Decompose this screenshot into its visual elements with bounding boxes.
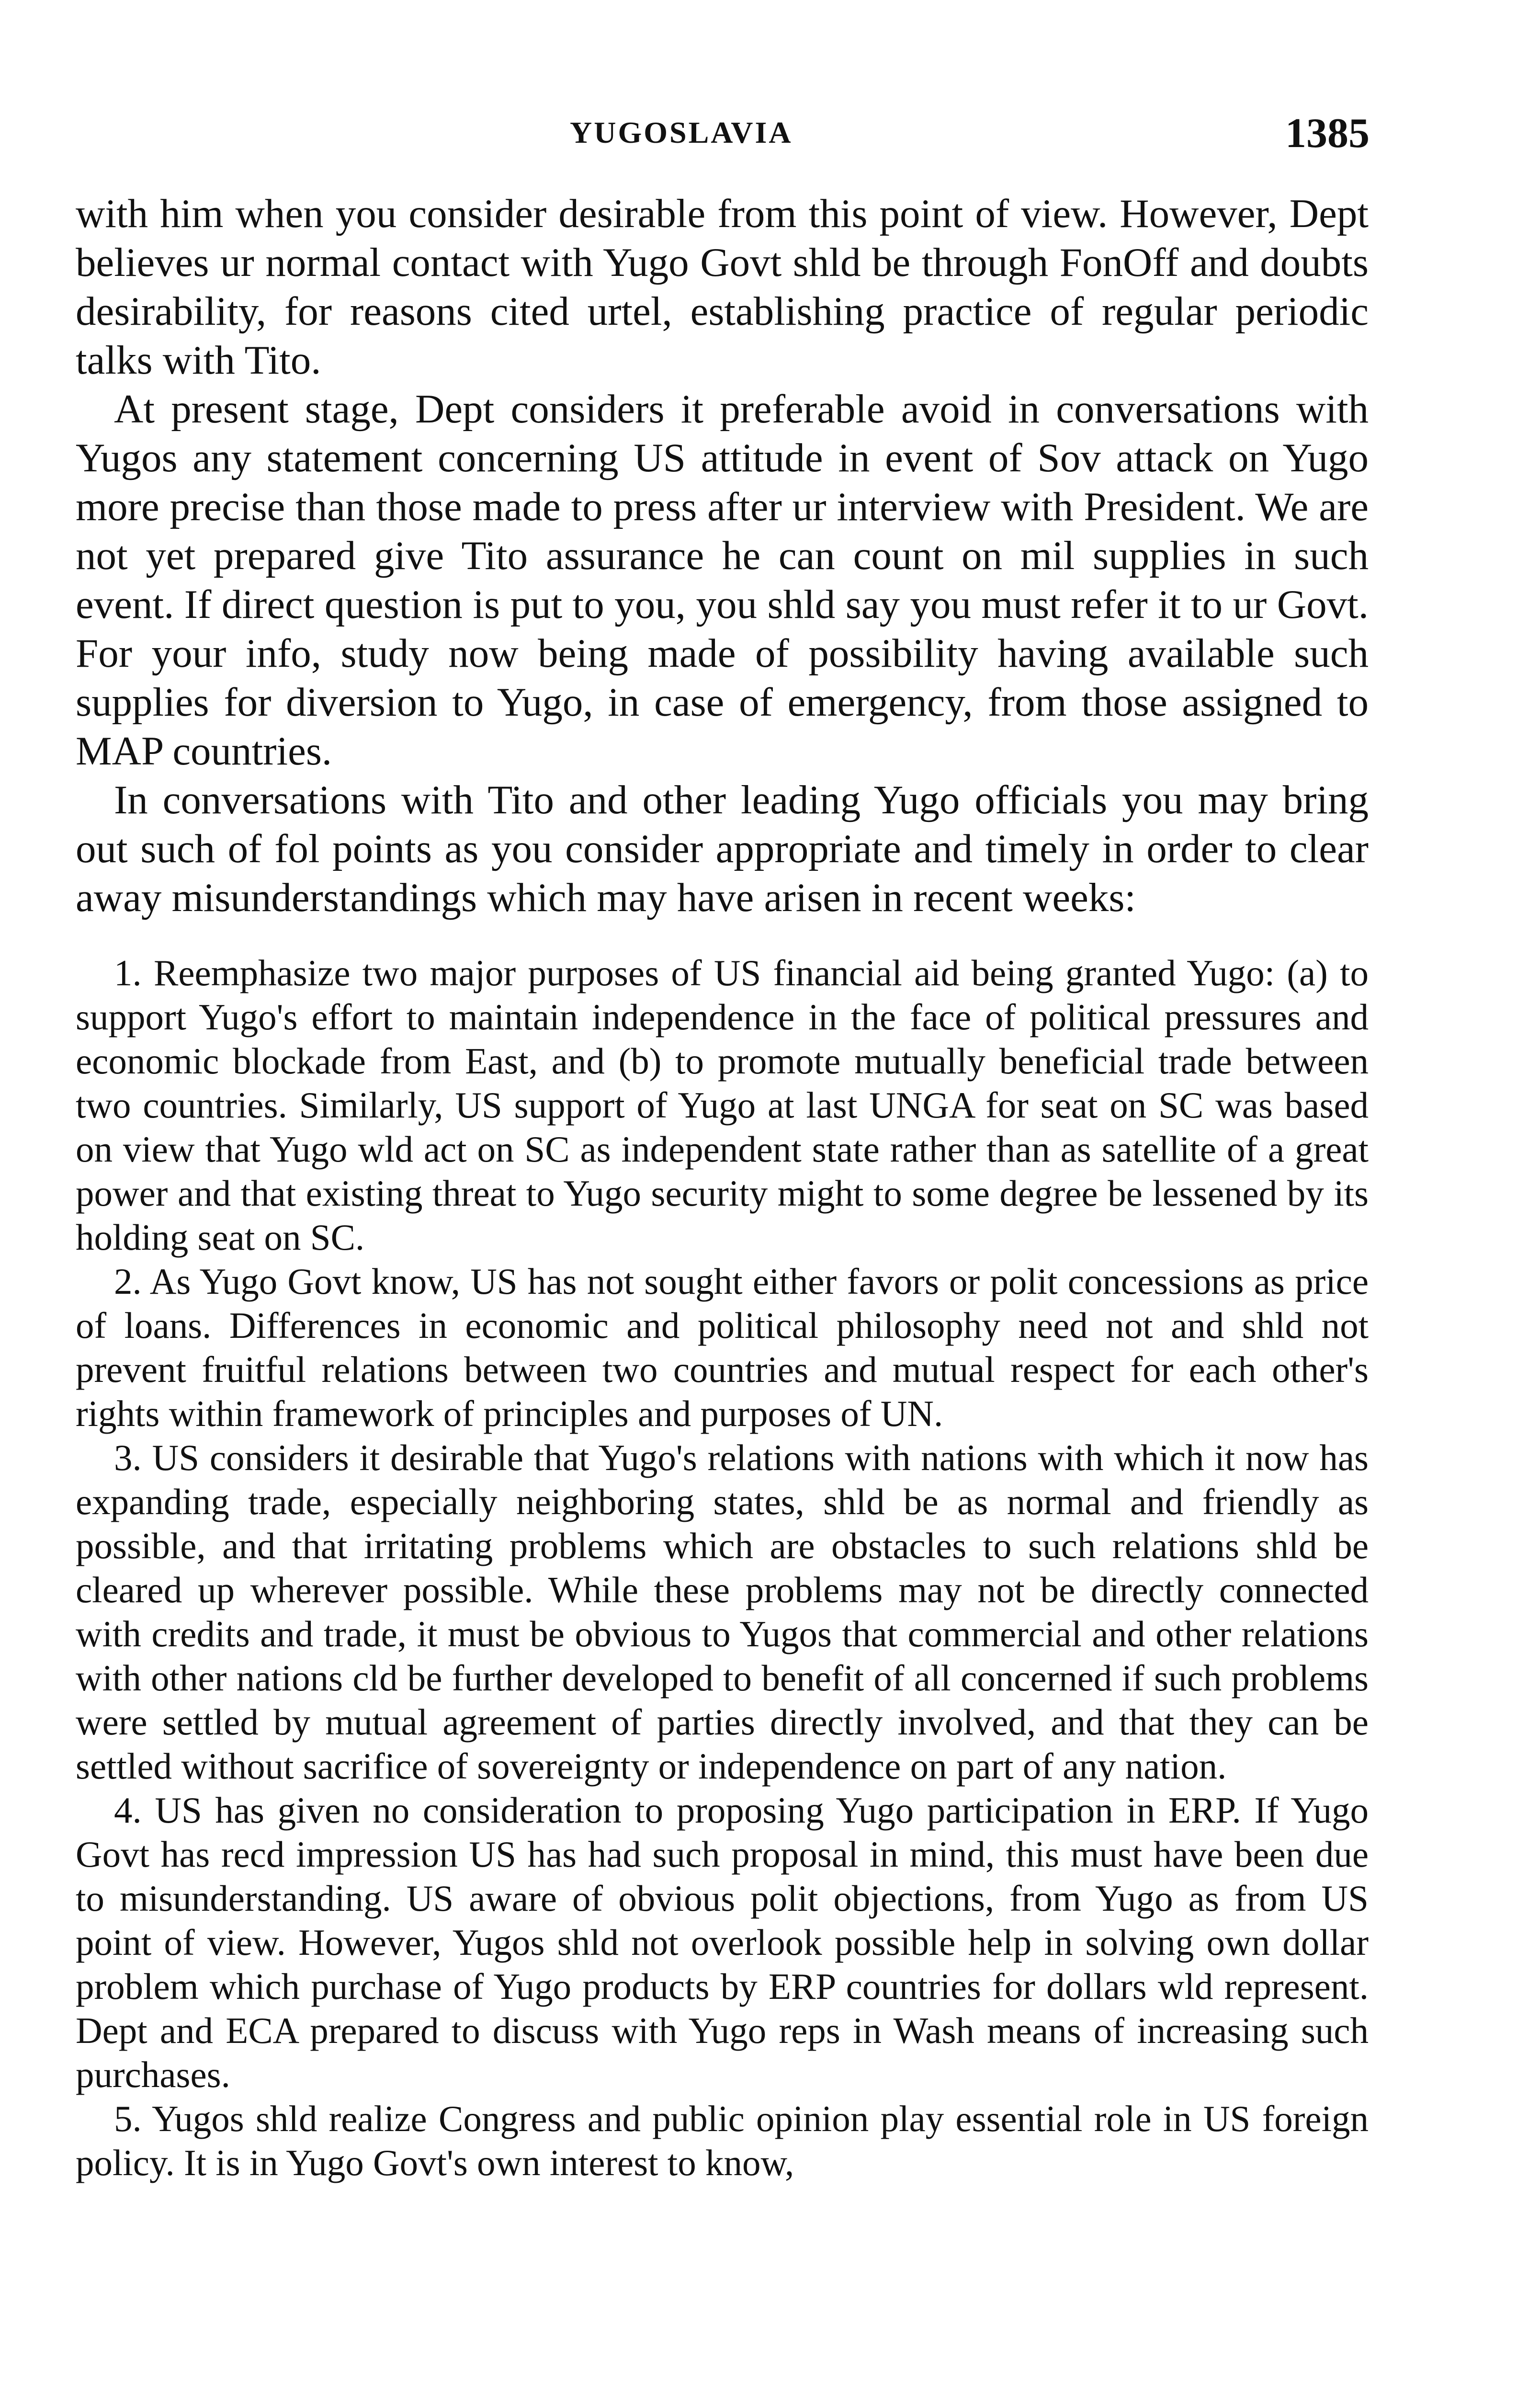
body-text (76, 189, 1369, 2185)
paragraph-conversation-points-intro: In conversations with Tito and other leading Yugo officials you may bring out such of fol points as you consider appropriate and timely in order to clear away misunderstandings which may have arisen in recent weeks: (76, 777, 1369, 920)
paragraph-assurance: At present stage, Dept considers it preferable avoid in conversations with Yugos any statement concerning US attitude in event of Sov attack on Yugo more precise than those made to press after ur interview with President. We are not yet prepared give Tito assurance he can count on mil supplies in such event. If direct question is put to you, you shld say you must refer it to ur Govt. For your info, study now being made of possibility having available such supplies for diversion to Yugo, in case of emergency, from those assigned to MAP countries. (76, 387, 1369, 774)
paragraph-continuation: with him when you consider desirable from this point of view. However, Dept believes ur normal contact with Yugo Govt shld be through FonOff and doubts desirability, for reasons cited urtel, establishing practice of regular periodic talks with Tito. (76, 191, 1369, 383)
point-5-congress: 5. Yugos shld realize Congress and public opinion play essential role in US foreign policy. It is in Yugo Govt's own interest to know, (76, 2098, 1369, 2183)
running-title: YUGOSLAVIA (570, 115, 793, 149)
point-4-erp: 4. US has given no consideration to proposing Yugo participation in ERP. If Yugo Govt has recd impression US has had such proposal in mind, this must have been due to misunderstanding. US aware of obvious polit objections, from Yugo as from US point of view. However, Yugos shld not overlook possible help in solving own dollar problem which purchase of Yugo products by ERP countries for dollars wld represent. Dept and ECA prepared to discuss with Yugo reps in Wash means of increasing such purchases. (76, 1790, 1369, 2095)
point-2-loans: 2. As Yugo Govt know, US has not sought either favors or polit concessions as price of loans. Differences in economic and political philosophy need not and shld not prevent fruitful relations between two countries and mutual respect for each other's rights within framework of principles and purposes of UN. (76, 1261, 1369, 1434)
point-3-relations: 3. US considers it desirable that Yugo's relations with nations with which it now has expanding trade, especially neighboring states, shld be as normal and friendly as possible, and that irritating problems which are obstacles to such relations shld be cleared up wherever possible. While these problems may not be directly connected with credits and trade, it must be obvious to Yugos that commercial and other relations with other nations cld be further developed to benefit of all concerned if such problems were settled by mutual agreement of parties directly involved, and that they can be settled without sacrifice of sovereignty or independence on part of any nation. (76, 1437, 1369, 1787)
page-number: 1385 (1285, 110, 1370, 157)
point-1-financial-aid: 1. Reemphasize two major purposes of US financial aid being granted Yugo: (a) to support Yugo's effort to maintain independence in the face of political pressures and economic blockade from East, and (b) to promote mutually beneficial trade between two countries. Similarly, US support of Yugo at last UNGA for seat on SC was based on view that Yugo wld act on SC as independent state rather than as satellite of a great power and that existing threat to Yugo security might to some degree be lessened by its holding seat on SC. (76, 952, 1369, 1258)
page-header (77, 109, 1370, 162)
